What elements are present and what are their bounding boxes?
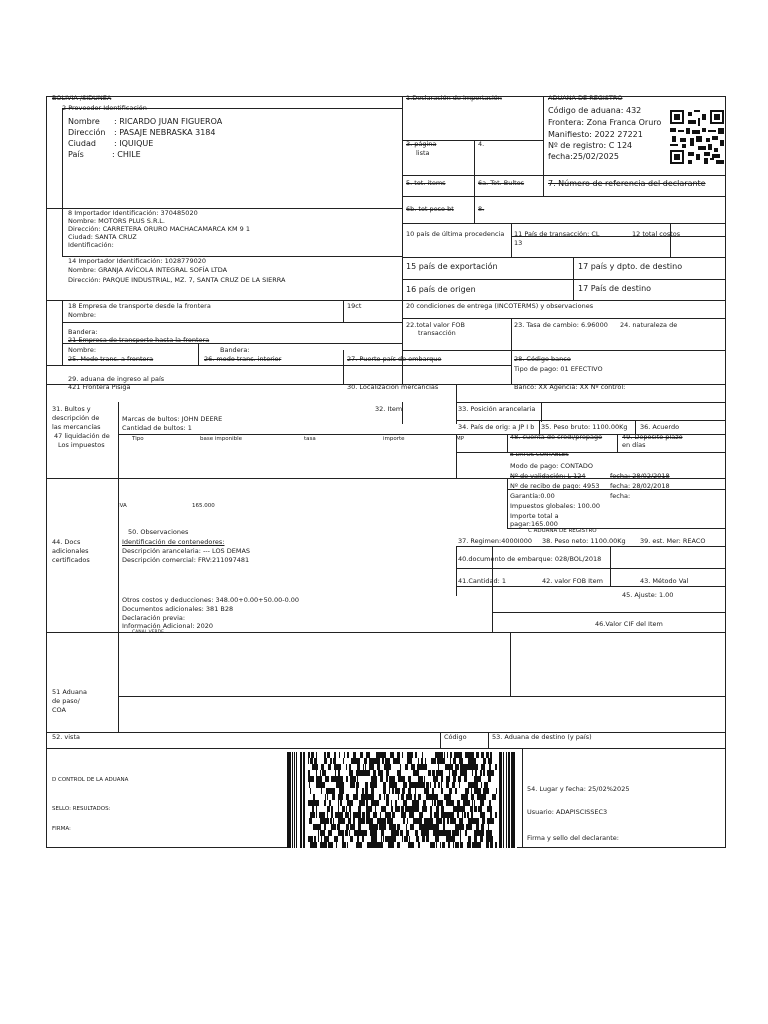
grid-line [617,434,618,452]
cantidad-bultos: Cantidad de bultos: 1 [122,424,192,432]
proveedor-ciudad-value: : IQUIQUE [114,139,154,148]
grid-line [635,420,636,434]
firma-sello-declarante-label: Firma y sello del declarante: [527,834,619,842]
proveedor-direccion-label: Dirección [68,128,106,137]
otros-costos-deducciones: Otros costos y deducciones: 348.00+0.00+50.00-0.00 [122,596,300,604]
informacion-adicional: Información Adicional: 2020 [122,622,214,630]
grid-line [610,546,611,586]
grid-line [511,223,512,257]
grid-line [402,318,726,319]
codigo-banco-label: 28. Código banco [514,355,571,363]
numero-validacion: Nº de validación: L 124 [510,472,586,480]
grid-line [118,402,119,732]
modo-interior-label: 26. modo trans. interior [204,355,282,363]
proveedor-pais-label: País [68,150,84,159]
documentos-adicionales: Documentos adicionales: 381 B28 [122,605,234,613]
descripcion-arancelaria: Descripción arancelaria: --- LOS DEMAS [122,547,251,555]
sello-resultados-label: SELLO: RESULTADOS: [52,806,111,812]
grid-line [456,402,726,403]
grid-line [456,586,726,587]
grid-line [539,420,540,434]
grid-line [62,208,63,256]
grid-line [456,420,726,421]
pais-ultima-procedencia-label: 10 país de última procedencia [406,230,505,238]
pagina-label: 3. página [406,140,437,148]
tasa-cambio: 23. Tasa de cambio: 6.96000 [514,321,608,329]
modo-pago: Modo de pago: CONTADO [510,462,593,470]
fecha-registro: fecha:25/02/2025 [548,152,619,161]
tot-bultos-label: 6a. Tot. Bultos [478,179,525,187]
grid-line [507,478,508,528]
importador-ciudad: Ciudad: SANTA CRUZ [68,233,137,241]
metodo-valoracion-label: 43. Método Val [640,577,689,585]
importe-total-label: Importe total a [510,512,559,520]
usuario: Usuario: ADAPISCISSEC3 [527,808,608,816]
grid-line [543,96,544,196]
qr-code [670,110,724,164]
grid-line [507,434,508,452]
aduana-registro-label: ADUANA DE REGISTRO [548,94,623,102]
grid-line [670,223,671,257]
aduana-registro-c-label: C ADUANA DE REGISTRO [528,528,597,534]
importador-identificacion-2: Identificación: [68,241,114,249]
empresa-hasta-nombre: Nombre: [68,346,97,354]
importe-column-header: importe [383,436,405,442]
pais-exportacion-label: 15 país de exportación [406,262,498,271]
pais-origen-item: 34. País de orig: a JP I b [458,423,535,431]
grid-line [46,748,726,749]
grid-line [402,175,726,176]
bultos-descripcion-label-2: descripción de [52,414,100,422]
localizacion-mercancias-label: 30. Localización mercancías [347,383,439,391]
grid-line [541,402,542,422]
lista-label: lista [416,149,430,157]
grid-line [46,365,511,366]
control-aduana-label: D CONTROL DE LA ADUANA [52,777,129,783]
frontera-pisiga: 421 Frontera Pisiga [68,383,131,391]
impuestos-globales: Impuestos globales: 100.00 [510,502,601,510]
numero-referencia-label: 7. Número de referencia del declarante [548,179,706,188]
manifiesto: Manifiesto: 2022 27221 [548,130,643,139]
importador2-nombre: Nombre: GRANJA AVÍCOLA INTEGRAL SOFÍA LTDA [68,266,228,274]
grid-line [343,300,344,322]
campo-19-label: 19ct [347,302,362,310]
pais-dpto-destino-label: 17 país y dpto. de destino [578,262,683,271]
bultos-descripcion-label-3: las mercancías [52,423,101,431]
empresa-transporte-frontera-label: 18 Empresa de transporte desde la frontera [68,302,211,310]
declaracion-importacion-label: 1.Declaración de importación [406,94,502,102]
grid-line [198,343,199,365]
aduana-destino-label: 53. Aduana de destino (y país) [492,733,592,741]
grid-line [456,546,726,547]
valor-cif-item-label: 46.Valor CIF del Item [595,620,663,628]
acuerdo-label: 36. Acuerdo [640,423,680,431]
descripcion-comercial: Descripción comercial: FRV:211097481 [122,556,250,564]
valor-fob-item-label: 42. valor FOB Item [542,577,603,585]
grid-line [488,732,489,748]
item-label: 32. Item [375,405,403,413]
bolivia-sidunea-label: BOLIVIA /SIDUNEA [52,94,112,102]
campo-4-label: 4. [478,140,485,148]
cuenta-credito-label: 48. cuenta de credi/prepago [510,433,603,441]
grid-line [456,546,457,596]
iva-tipo: IVA [118,503,127,509]
pais-transaccion: 11 País de transacción: CL [514,230,600,238]
pais-origen-label: 16 país de origen [406,285,476,294]
tot-peso-label: 6b. tot peso bt [406,205,454,213]
grid-line [402,196,726,197]
bultos-descripcion-label-1: 31. Bultos y [52,405,91,413]
grid-line [402,223,726,224]
grid-line [510,632,511,696]
fecha-validacion: fecha: 28/02/2018 [610,472,670,480]
campo-13-label: 13 [514,239,523,247]
datos-contables-label: B DATOS CONTABLES [510,452,569,458]
codigo-label: Código [444,733,467,741]
importador-nombre: Nombre: MOTORS PLUS S.R.L. [68,217,165,225]
proveedor-nombre-label: Nombre [68,117,100,126]
aduana-paso-label-2: de paso/ [52,697,80,705]
documento-embarque: 40.documento de embarque: 028/BOL/2018 [458,555,602,563]
importador2-identificacion: 14 Importador Identificación: 1028779020 [68,257,206,265]
tipo-pago: Tipo de pago: 01 EFECTIVO [514,365,603,373]
ajuste: 45. Ajuste: 1.00 [622,591,674,599]
numero-registro: Nº de registro: C 124 [548,141,633,150]
grid-line [343,350,344,384]
proveedor-label: 2 Proveedor Identificación [62,104,147,112]
marcas-bultos: Marcas de bultos: JOHN DEERE [122,415,223,423]
firma-label: FIRMA: [52,826,71,832]
frontera-aduana: Frontera: Zona Franca Oruro [548,118,662,127]
codigo-aduana: Código de aduana: 432 [548,106,642,115]
total-fob-label: 22.total valor FOB [406,321,465,329]
garantia: Garantía:0.00 [510,492,555,500]
empresa-transporte-nombre: Nombre: [68,311,97,319]
grid-line [62,108,63,208]
banco-agencia: Banco: XX Agencia: XX Nº control: [514,383,626,391]
importador-identificacion: 8 Importador Identificación: 370485020 [68,209,198,217]
grid-line [456,452,726,453]
puerto-embarque-label: 27. Puerto país de embarque [347,355,442,363]
cantidad: 41.Cantidad: 1 [458,577,506,585]
tipo-column-header: Tipo [132,436,144,442]
grid-line [402,257,726,258]
modo-frontera-label: 25. Modo trans. a frontera [68,355,154,363]
naturaleza-label: 24. naturaleza de [620,321,678,329]
grid-line [511,350,512,384]
est-mer: 39. est. Mer: REACO [640,537,706,545]
mp-column-header: MP [456,436,465,442]
bandera-label: Bandera: [68,328,98,336]
lugar-fecha: 54. Lugar y fecha: 25/02%2025 [527,785,630,793]
proveedor-direccion-value: : PASAJE NEBRASKA 3184 [114,128,216,137]
transaccion-label: transacción [418,329,456,337]
grid-line [62,300,63,366]
importe-total-pagar: pagar:165.000 [510,520,558,528]
importador2-direccion: Dirección: PARQUE INDUSTRIAL, MZ. 7, SANTA CRUZ DE LA SIERRA [68,276,286,284]
posicion-arancelaria-label: 33. Posición arancelaria [458,405,536,413]
grid-line [522,748,523,848]
grid-line [402,350,726,351]
grid-line [46,732,726,733]
grid-line [456,384,457,424]
liquidacion-impuestos-label-2: Los impuestos [58,441,105,449]
identificacion-contenedores: Identificación de contenedores: [122,538,225,546]
pais-destino-label: 17 País de destino [578,284,652,293]
peso-neto: 38. Peso neto: 1100.00Kg [542,537,626,545]
grid-line [492,612,726,613]
total-costos-label: 12 total costos [632,230,681,238]
docs-adicionales-label-2: adicionales [52,547,89,555]
iva-base-imponible: 165.000 [192,503,215,509]
grid-line [511,318,512,350]
docs-adicionales-label-1: 44. Docs [52,538,81,546]
grid-line [456,568,726,569]
base-imponible-column-header: base imponible [200,436,243,442]
importador-direccion: Dirección: CARRETERA ORURO MACHACAMARCA KM 9 1 [68,225,250,233]
grid-line [46,300,726,301]
vista-label: 52. vista [52,733,80,741]
aduana-paso-label-3: COA [52,706,66,714]
bandera-2-label: Bandera: [220,346,250,354]
peso-bruto: 35. Peso bruto: 1100.00Kg [541,423,628,431]
tasa-column-header: tasa [304,436,316,442]
declaracion-previa: Declaración previa: [122,614,186,622]
regimen: 37. Regimen:4000I000 [458,537,533,545]
liquidacion-impuestos-label-1: 47 liquidación de [54,432,110,440]
tot-items-label: 5. tot. items [406,179,446,187]
observaciones-label: 50. Observaciones [128,528,189,536]
aduana-ingreso-label: 29. aduana de ingreso al país [68,375,165,383]
grid-line [440,732,441,748]
grid-line [62,322,402,323]
deposito-plazo-label: 49. Depósito plazo [622,433,683,441]
fecha-garantia: fecha: [610,492,631,500]
en-dias-label: en días [622,441,646,449]
proveedor-pais-value: : CHILE [112,150,141,159]
condiciones-entrega-label: 20 condiciones de entrega (INCOTERMS) y observaciones [406,302,594,310]
grid-line [118,696,726,697]
grid-line [474,140,475,223]
grid-line [402,279,726,280]
pdf417-barcode [287,752,517,848]
aduana-paso-label-1: 51 Aduana [52,688,88,696]
numero-recibo-pago: Nº de recibo de pago: 4953 [510,482,600,490]
proveedor-ciudad-label: Ciudad [68,139,96,148]
canal-verde-label: CANAL VERDE [132,630,164,635]
docs-adicionales-label-3: certificados [52,556,90,564]
proveedor-nombre-value: : RICARDO JUAN FIGUEROA [114,117,223,126]
campo-8-label: 8. [478,205,485,213]
fecha-recibo: fecha: 28/02/2018 [610,482,670,490]
empresa-transporte-hasta-label: 21 Empresa de transporte hasta la frontera [68,336,210,344]
